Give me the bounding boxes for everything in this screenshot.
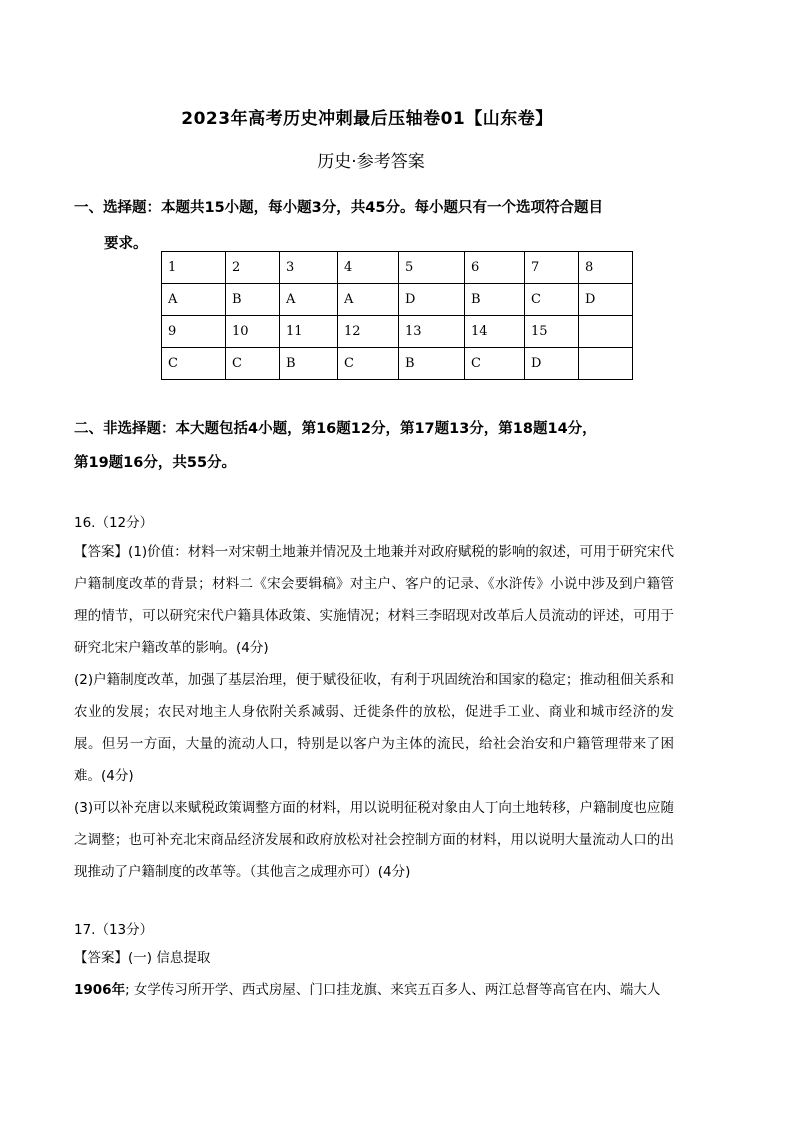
table-cell: 9 bbox=[162, 316, 226, 348]
section-2-line-1: 二、非选择题：本大题包括4小题，第16题12分，第17题13分，第18题14分， bbox=[74, 421, 597, 437]
table-row bbox=[162, 348, 633, 380]
page-title: 2023年高考历史冲刺最后压轴卷01【山东卷】 bbox=[181, 109, 553, 129]
table-cell: 8 bbox=[579, 252, 633, 284]
table-cell: D bbox=[579, 284, 633, 316]
answer-tag: 【答案】 bbox=[74, 950, 128, 966]
table-cell: 10 bbox=[226, 316, 280, 348]
question-16-answer bbox=[74, 536, 674, 888]
table-cell: A bbox=[162, 284, 226, 316]
table-cell: 2 bbox=[226, 252, 280, 284]
table-cell: A bbox=[280, 284, 338, 316]
table-row bbox=[162, 316, 633, 348]
table-cell: A bbox=[338, 284, 399, 316]
answer-tag: 【答案】 bbox=[74, 544, 129, 560]
table-cell: C bbox=[525, 284, 579, 316]
table-cell: C bbox=[162, 348, 226, 380]
table-cell bbox=[579, 316, 633, 348]
table-cell: D bbox=[399, 284, 465, 316]
question-17-line-1: 1906年; 女学传习所开学、西式房屋、门口挂龙旗、来宾五百多人、两江总督等高官在内、端大人 bbox=[74, 982, 661, 998]
question-16-heading: 16.（12分） bbox=[74, 515, 154, 531]
table-row bbox=[162, 252, 633, 284]
table-cell: 6 bbox=[465, 252, 525, 284]
section-1-line-1: 一、选择题：本题共15小题，每小题3分，共45分。每小题只有一个选项符合题目 bbox=[74, 200, 603, 216]
answer-table bbox=[161, 251, 633, 380]
table-cell: 4 bbox=[338, 252, 399, 284]
table-cell bbox=[579, 348, 633, 380]
question-17-line-0: 【答案】(一) 信息提取 bbox=[74, 950, 211, 966]
table-cell: B bbox=[226, 284, 280, 316]
table-cell: 11 bbox=[280, 316, 338, 348]
table-cell: 15 bbox=[525, 316, 579, 348]
table-cell: 14 bbox=[465, 316, 525, 348]
table-cell: 7 bbox=[525, 252, 579, 284]
question-16-part-2: (2)户籍制度改革，加强了基层治理，便于赋役征收，有利于巩固统治和国家的稳定；推动租佃关系和农业的发展；农民对地主人身依附关系减弱、迁徙条件的放松，促进手工业、商业和城市经济的发展。但另一方面，大量的流动人口，特别是以客户为主体的流民，给社会治安和户籍管理带来了困难。(4分) bbox=[74, 672, 674, 784]
table-cell: C bbox=[338, 348, 399, 380]
table-cell: 12 bbox=[338, 316, 399, 348]
table-row bbox=[162, 284, 633, 316]
table-cell: B bbox=[399, 348, 465, 380]
table-cell: B bbox=[280, 348, 338, 380]
section-2-line-2: 第19题16分，共55分。 bbox=[74, 455, 237, 471]
table-cell: 5 bbox=[399, 252, 465, 284]
section-2-heading bbox=[74, 412, 694, 480]
question-16-part-3: (3)可以补充唐以来赋税政策调整方面的材料，用以说明征税对象由人丁向土地转移，户籍制度也应随之调整；也可补充北宋商品经济发展和政府放松对社会控制方面的材料，用以说明大量流动人口的出现推动了户籍制度的改革等。（其他言之成理亦可）(4分) bbox=[74, 800, 674, 880]
question-16-part-1: 【答案】(1)价值：材料一对宋朝土地兼并情况及土地兼并对政府赋税的影响的叙述，可用于研究宋代户籍制度改革的背景；材料二《宋会要辑稿》对主户、客户的记录、《水浒传》小说中涉及到户籍管理的情节，可以研究宋代户籍具体政策、实施情况；材料三李昭现对改革后人员流动的评述，可用于研究北宋户籍改革的影响。(4分) bbox=[74, 544, 675, 656]
table-cell: B bbox=[465, 284, 525, 316]
page-subtitle: 历史·参考答案 bbox=[317, 152, 425, 172]
question-17-heading: 17.（13分） bbox=[74, 922, 154, 938]
table-cell: 3 bbox=[280, 252, 338, 284]
question-17-answer bbox=[74, 942, 674, 1006]
table-cell: 13 bbox=[399, 316, 465, 348]
table-cell: D bbox=[525, 348, 579, 380]
table-cell: C bbox=[465, 348, 525, 380]
section-1-line-2: 要求。 bbox=[104, 236, 148, 252]
table-cell: C bbox=[226, 348, 280, 380]
table-cell: 1 bbox=[162, 252, 226, 284]
